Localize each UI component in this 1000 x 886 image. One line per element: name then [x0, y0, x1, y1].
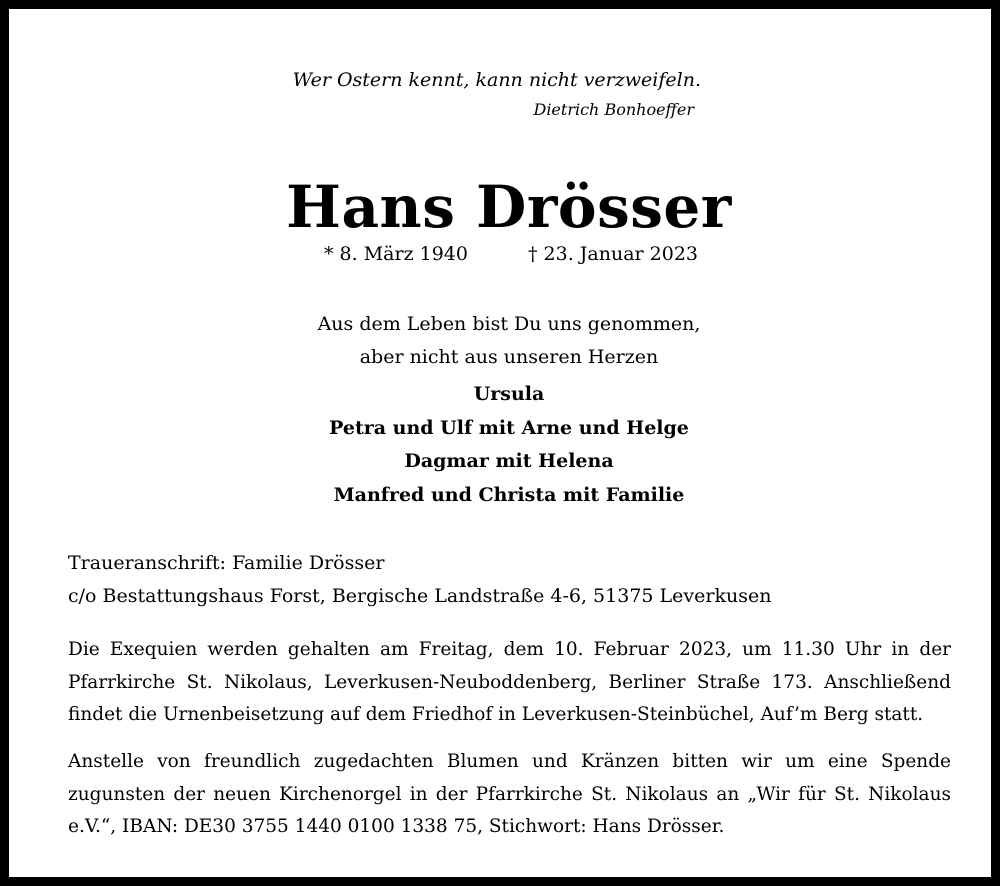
- mourner-name: Petra und Ulf mit Arne und Helge: [329, 416, 689, 439]
- mourner-name: Manfred und Christa mit Familie: [333, 483, 685, 506]
- donation-line: Anstelle von freundlich zugedachten Blumen und Kränzen bitten wir um eine Spende: [68, 751, 951, 772]
- service-line: Die Exequien werden gehalten am Freitag, dem 10. Februar 2023, um 11.30 Uhr in der: [68, 639, 951, 660]
- service-line: Pfarrkirche St. Nikolaus, Leverkusen-Neuboddenberg, Berliner Straße 173. Anschließend: [68, 671, 951, 693]
- mourner-name: Dagmar mit Helena: [404, 450, 614, 472]
- service-paragraph: [68, 634, 951, 732]
- service-line: findet die Urnenbeisetzung auf dem Friedhof in Leverkusen-Steinbüchel, Auf’m Berg statt.: [68, 704, 924, 725]
- mourners-list: [9, 378, 1000, 512]
- donation-paragraph: [68, 746, 951, 844]
- address-line: Traueranschrift: Familie Drösser: [68, 552, 385, 574]
- donation-line: e.V.“, IBAN: DE30 3755 1440 0100 1338 75, Stichwort: Hans Drösser.: [68, 816, 725, 837]
- birth-date: * 8. März 1940: [324, 243, 468, 265]
- quote-author: Dietrich Bonhoeffer: [533, 100, 694, 119]
- death-date: † 23. Januar 2023: [528, 243, 699, 265]
- memorial-verse: [9, 308, 1000, 374]
- address-line: c/o Bestattungshaus Forst, Bergische Landstraße 4-6, 51375 Leverkusen: [68, 585, 772, 607]
- deceased-name: Hans Drösser: [286, 173, 732, 241]
- quote-text: Wer Ostern kennt, kann nicht verzweifeln.: [292, 69, 701, 91]
- verse-line: Aus dem Leben bist Du uns genommen,: [317, 313, 701, 335]
- verse-line: aber nicht aus unseren Herzen: [359, 346, 659, 368]
- donation-line: zugunsten der neuen Kirchenorgel in der Pfarrkirche St. Nikolaus an „Wir für St. Nikolaus: [68, 783, 951, 805]
- mourning-address: [68, 547, 771, 613]
- mourner-name: Ursula: [473, 383, 545, 405]
